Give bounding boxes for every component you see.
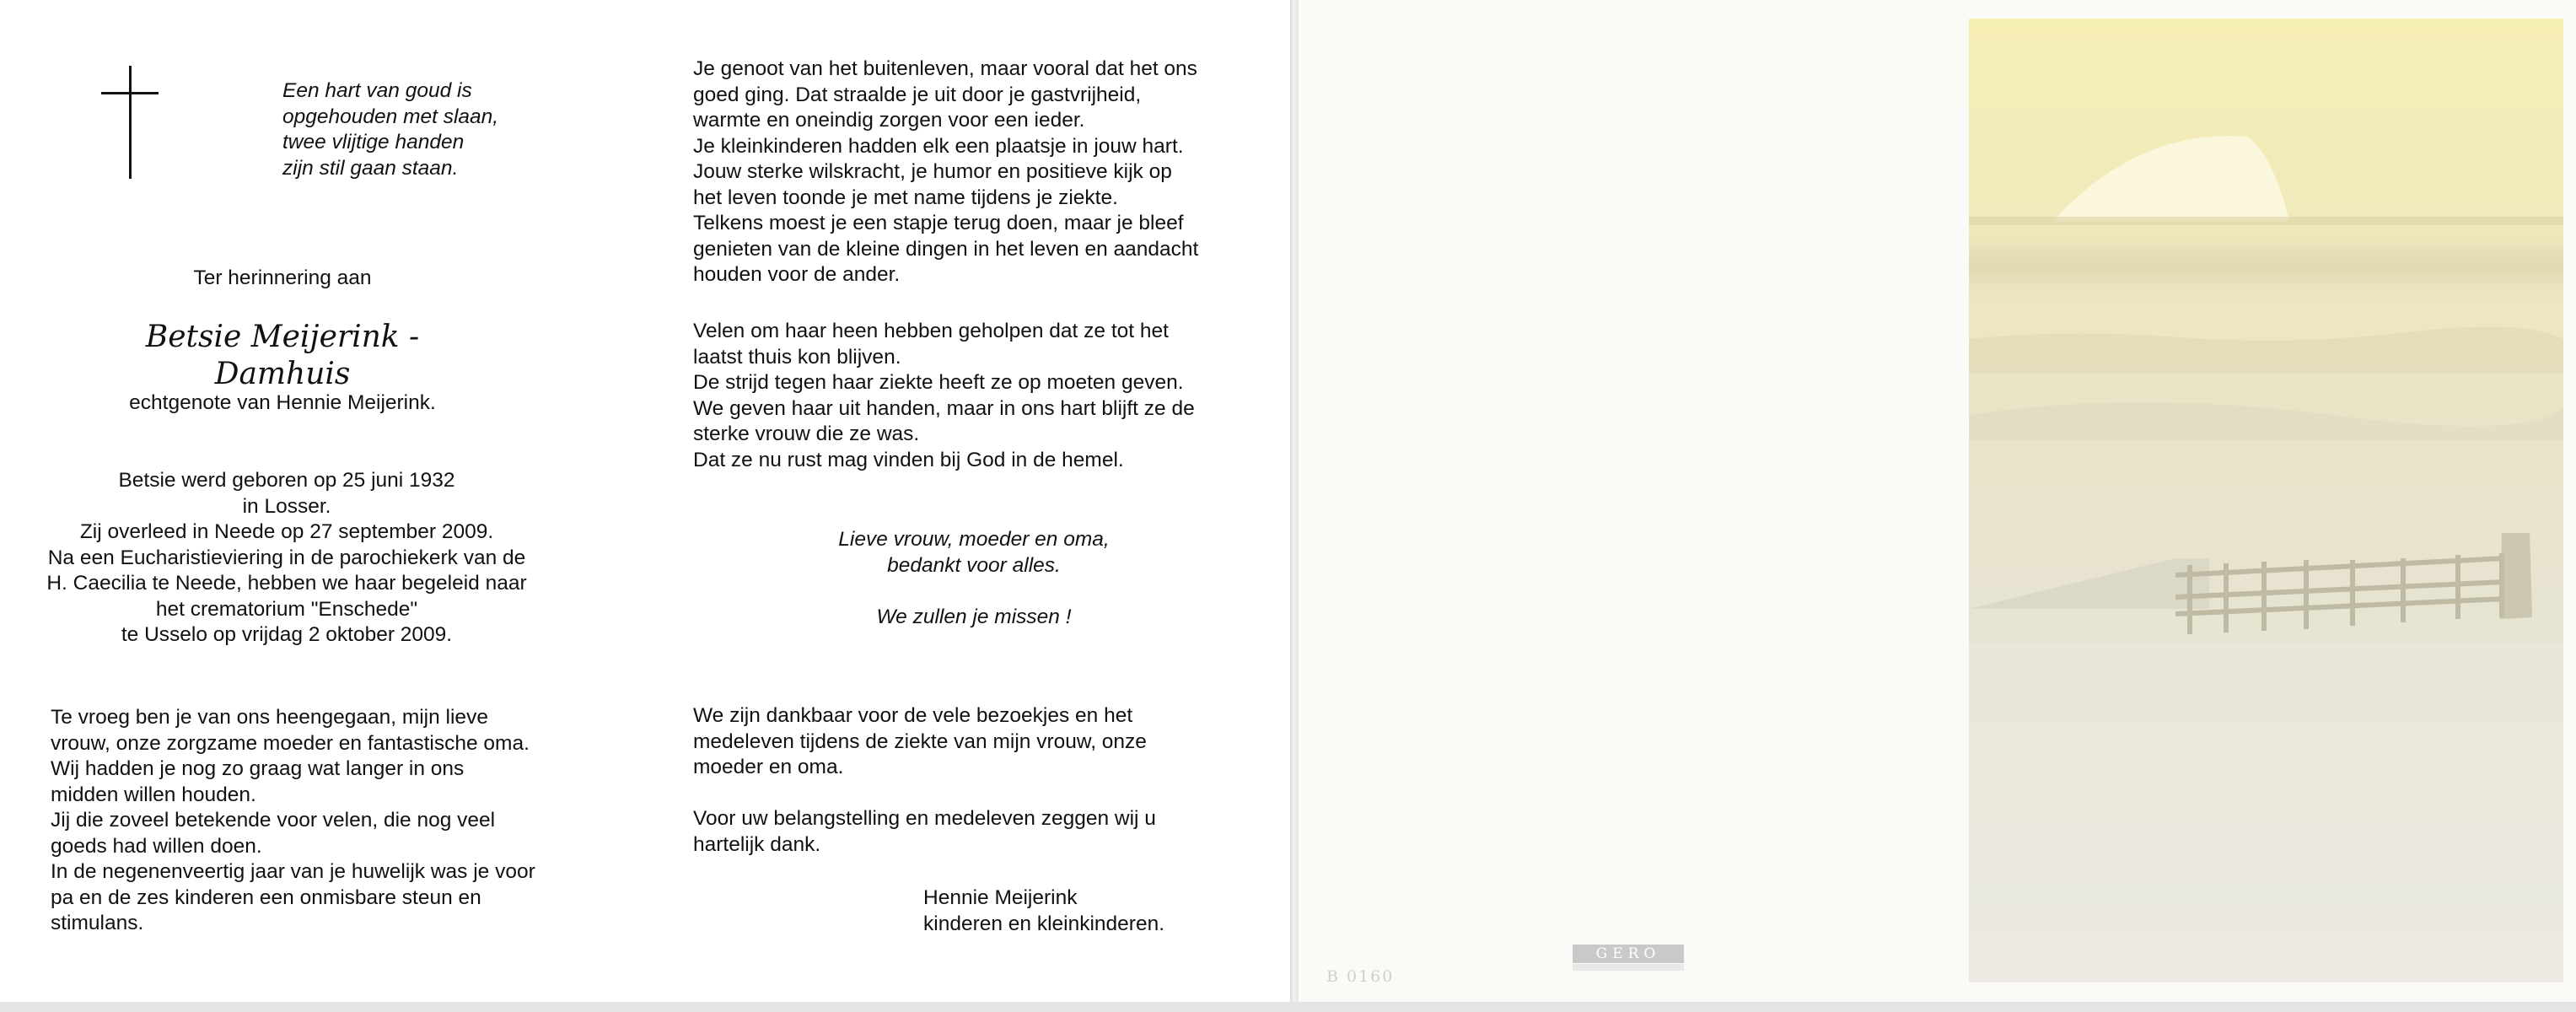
in-memory-label: Ter herinnering aan (193, 266, 372, 289)
card-fold (1290, 0, 1299, 1012)
card-code: B 0160 (1326, 967, 1395, 986)
publisher-brand: GERO (1573, 945, 1684, 963)
publisher-logo (1573, 945, 1684, 970)
cross-icon (101, 66, 159, 179)
farewell-lines: Lieve vrouw, moeder en oma, bedankt voor alles. (838, 528, 1110, 577)
signature: Hennie Meijerink kinderen en kleinkinderen. (923, 886, 1165, 935)
thanks-visits: We zijn dankbaar voor de vele bezoekjes en het medeleven tijdens de ziekte van mijn vrouw, onze moeder en oma. (693, 704, 1147, 778)
biography: Betsie werd geboren op 25 juni 1932 in Losser. Zij overleed in Neede op 27 september 2009. Na een Eucharistieviering in de parochiekerk van de H. Caecilia te Neede, hebben we haar begeleid naar het crematorium "Enschede" te Usselo op vrijdag 2 oktober 2009. (46, 469, 527, 646)
poem: Een hart van goud is opgehouden met slaan, twee vlijtige handen zijn stil gaan staan. (282, 79, 499, 180)
spouse-line: echtgenote van Hennie Meijerink. (129, 391, 436, 414)
deceased-name: Betsie Meijerink - Damhuis (145, 320, 420, 391)
paragraph-outdoor-life: Je genoot van het buitenleven, maar vooral dat het ons goed ging. Dat straalde je uit door je gastvrijheid, warmte en oneindig zorgen voor een ieder. Je kleinkinderen hadden elk een plaatsje in jouw hart. Jouw sterke wilskracht, je humor en positieve kijk op het leven toonde je met name tijdens je ziekte. Telkens moest je een stapje terug doen, maar je bleef genieten van de kleine dingen in het leven en aandacht houden voor de ander. (693, 57, 1199, 286)
thanks-interest: Voor uw belangstelling en medeleven zeggen wij u hartelijk dank. (693, 807, 1156, 856)
scan-edge (0, 1002, 2576, 1012)
sunset-landscape-photo (1969, 19, 2563, 982)
tribute-text: Te vroeg ben je van ons heengegaan, mijn lieve vrouw, onze zorgzame moeder en fantastische oma. Wij hadden je nog zo graag wat langer in ons midden willen houden. Jij die zoveel betekende voor velen, die nog veel goeds had willen doen. In de negenenveertig jaar van je huwelijk was je voor pa en de zes kinderen een onmisbare steun en stimulans. (51, 706, 535, 934)
miss-you-line: We zullen je missen ! (876, 606, 1072, 628)
paragraph-care: Velen om haar heen hebben geholpen dat ze tot het laatst thuis kon blijven. De strijd tegen haar ziekte heeft ze op moeten geven. We geven haar uit handen, maar in ons hart blijft ze de sterke vrouw die ze was. Dat ze nu rust mag vinden bij God in de hemel. (693, 320, 1195, 471)
